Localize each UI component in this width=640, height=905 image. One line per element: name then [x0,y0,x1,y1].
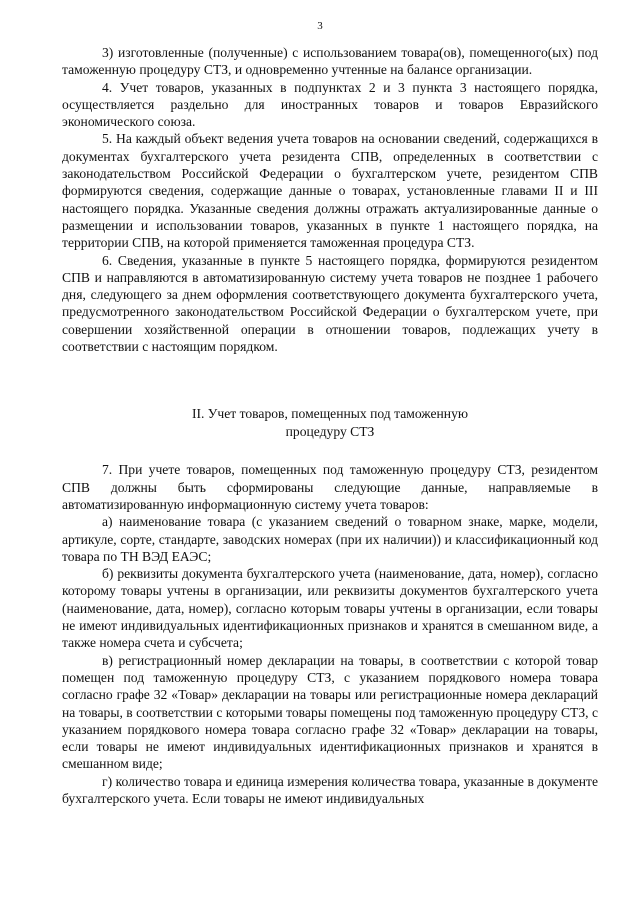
subitem-g: г) количество товара и единица измерения количества товара, указанные в документе бухгалтерского учета. Если товары не имеют индивидуальных [62,773,598,806]
paragraph-item-3: 3) изготовленные (полученные) с использованием товара(ов), помещенного(ых) под таможенную процедуру СТЗ, и одновременно учтенные на балансе организации. [62,45,598,78]
subitem-v: в) регистрационный номер декларации на товары, в соответствии с которой товар помещен под таможенную процедуру СТЗ, с указанием порядкового номера товара согласно графе 32 «Товар» декларации на товары или регистрационные номера деклараций на товары, в соответствии с которыми товары помещены под таможенную процедуру СТЗ, с указанием порядкового номера товара согласно графе 32 «Товар» декларации на товары, если товары не имеют индивидуальных идентификационных признаков и хранятся в смешанном виде; [62,652,598,772]
paragraph-point-4: 4. Учет товаров, указанных в подпунктах 2 и 3 пункта 3 настоящего порядка, осуществляется раздельно для иностранных товаров и товаров Евразийского экономического союза. [62,79,598,130]
paragraph-point-7: 7. При учете товаров, помещенных под таможенную процедуру СТЗ, резидентом СПВ должны быть сформированы следующие данные, направляемые в автоматизированную информационную систему учета товаров: [62,462,598,512]
document-body [62,44,598,807]
section-title-line-1: II. Учет товаров, помещенных под таможенную [191,406,469,422]
section-heading [62,405,598,441]
page-number: 3 [317,20,323,32]
section-title-line-2: процедуру СТЗ [285,424,375,440]
paragraph-point-6: 6. Сведения, указанные в пункте 5 настоящего порядка, формируются резидентом СПВ и направляются в автоматизированную систему учета товаров не позднее 1 рабочего дня, следующего за днем оформления соответствующего документа бухгалтерского учета, предусмотренного законодательством Российской Федерации о бухгалтерском учете, при совершении хозяйственной операции в отношении товаров, подлежащих учету в соответствии с настоящим порядком. [62,252,598,355]
subitem-a: а) наименование товара (с указанием сведений о товарном знаке, марке, модели, артикуле, сорте, стандарте, заводских номерах (при их наличии)) и классификационный код товара по ТН ВЭД ЕАЭС; [62,514,598,564]
subitem-b: б) реквизиты документа бухгалтерского учета (наименование, дата, номер), согласно которому товары учтены в организации, или реквизиты документов бухгалтерского учета (наименование, дата, номер), согласно которым товары учтены в организации, если товары не имеют индивидуальных идентификационных признаков и хранятся в смешанном виде, а также номера счета и субсчета; [62,566,598,651]
paragraph-point-5: 5. На каждый объект ведения учета товаров на основании сведений, содержащихся в документах бухгалтерского учета резидента СПВ, определенных в соответствии с законодательством Российской Федерации о бухгалтерском учете, резидентом СПВ формируются сведения, содержащие данные о товарах, установленные главами II и III настоящего порядка. Указанные сведения должны отражать актуализированные данные о размещении и использовании товаров, указанных в пункте 1 настоящего порядка, на территории СПВ, на которой применяется таможенная процедура СТЗ. [62,131,598,251]
